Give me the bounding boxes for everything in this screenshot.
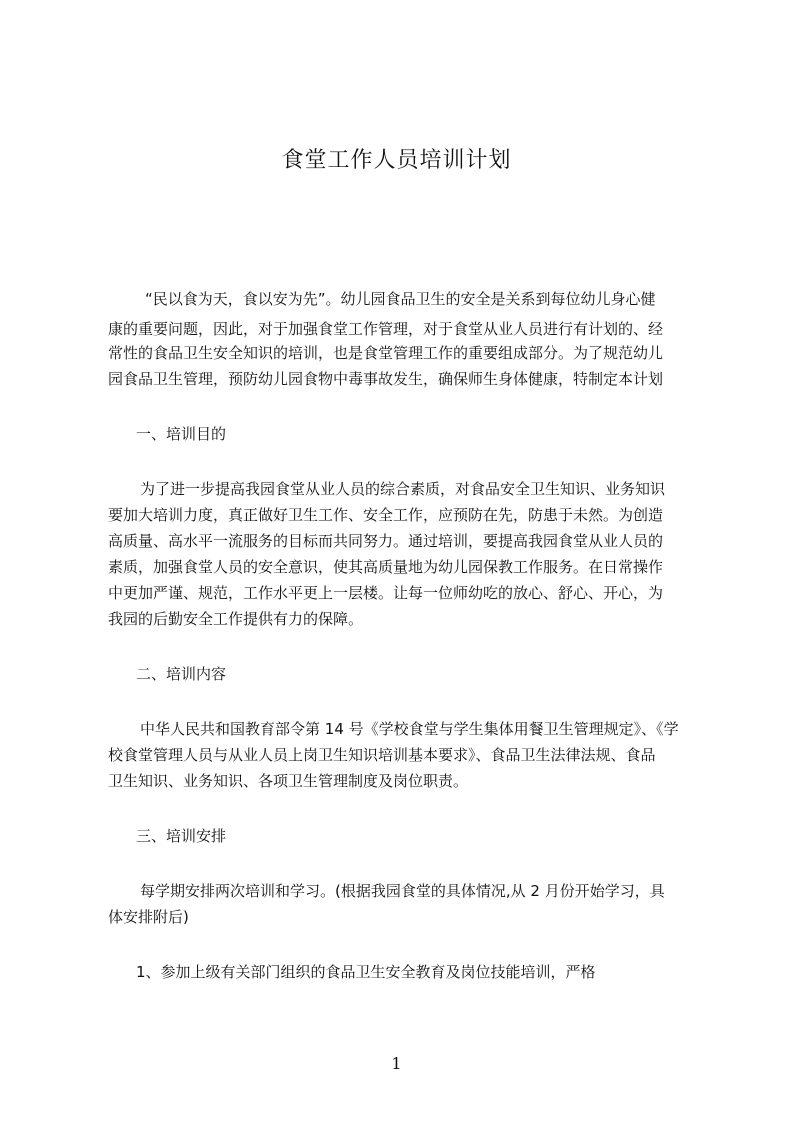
intro-line-1: “民以食为天，食以安为先”。幼儿园食品卫生的安全是关系到每位幼儿身心健 <box>145 290 656 308</box>
section3-line-1: 每学期安排两次培训和学习。(根据我园食堂的具体情况,从 2 月份开始学习，具 <box>140 882 665 900</box>
section2-line-1: 中华人民共和国教育部令第 14 号《学校食堂与学生集体用餐卫生管理规定》、《学 <box>140 720 679 738</box>
document-title: 食堂工作人员培训计划 <box>281 148 512 173</box>
section1-line-6: 我园的后勤安全工作提供有力的保障。 <box>108 610 364 628</box>
page-number: 1 <box>391 1054 402 1073</box>
intro-line-4: 园食品卫生管理，预防幼儿园食物中毒事故发生，确保师生身体健康，特制定本计划 <box>108 370 664 388</box>
section1-line-2: 要加大培训力度，真正做好卫生工作、安全工作，应预防在先，防患于未然。为创造 <box>108 506 664 524</box>
section3-item-1: 1、参加上级有关部门组织的食品卫生安全教育及岗位技能培训，严格 <box>136 963 596 981</box>
section2-line-3: 卫生知识、业务知识、各项卫生管理制度及岗位职责。 <box>108 772 469 790</box>
section1-heading: 一、培训目的 <box>136 425 227 443</box>
section1-line-3: 高质量、高水平一流服务的目标而共同努力。通过培训，要提高我园食堂从业人员的 <box>108 532 664 550</box>
section1-line-4: 素质，加强食堂人员的安全意识，使其高质量地为幼儿园保教工作服务。在日常操作 <box>108 558 664 576</box>
section1-line-1: 为了进一步提高我园食堂从业人员的综合素质，对食品安全卫生知识、业务知识 <box>140 480 666 498</box>
section3-heading: 三、培训安排 <box>136 827 227 845</box>
intro-line-2: 康的重要问题，因此，对于加强食堂工作管理，对于食堂从业人员进行有计划的、经 <box>108 320 664 338</box>
intro-line-3: 常性的食品卫生安全知识的培训，也是食堂管理工作的重要组成部分。为了规范幼儿 <box>108 344 664 362</box>
section2-heading: 二、培训内容 <box>136 665 227 683</box>
section2-line-2: 校食堂管理人员与从业人员上岗卫生知识培训基本要求》、食品卫生法律法规、食品 <box>108 746 656 764</box>
section1-line-5: 中更加严谨、规范，工作水平更上一层楼。让每一位师幼吃的放心、舒心、开心，为 <box>108 584 664 602</box>
section3-line-2: 体安排附后) <box>108 908 189 926</box>
